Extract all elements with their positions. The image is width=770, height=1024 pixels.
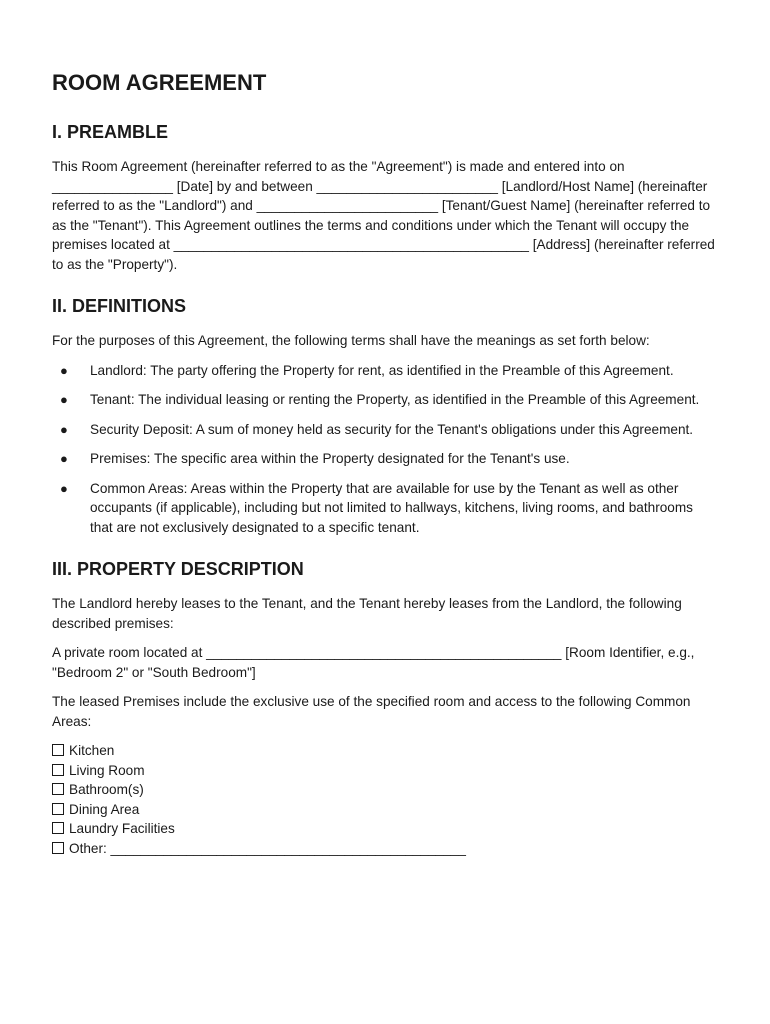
preamble-text: This Room Agreement (hereinafter referred to as the "Agreement") is made and entered into on ________________ [Date] by and between ________________________ [Landlord/Host Name] (hereinafter referred to as the "Landlord") and ________________________ [Tenant/Guest Name] (hereinafter referred to as the "Tenant"). This Agreement outlines the terms and conditions under which the Tenant will occupy the premises located at _______________________________________________ [Address] (hereinafter referred to as the "Property"). bbox=[52, 159, 715, 272]
list-item bbox=[52, 479, 718, 538]
checklist-label: Laundry Facilities bbox=[69, 821, 175, 836]
definition-text: Landlord: The party offering the Property for rent, as identified in the Preamble of this Agreement. bbox=[90, 362, 674, 378]
definitions-section bbox=[52, 296, 718, 537]
checklist-label: Other: _______________________________________________ bbox=[69, 840, 466, 856]
property-paragraph-2: A private room located at _______________________________________________ [Room Identifier, e.g., "Bedroom 2" or "South Bedroom"] bbox=[52, 645, 695, 680]
bullet-icon: ● bbox=[60, 392, 68, 407]
definition-text: Common Areas: Areas within the Property that are available for use by the Tenant as well as other occupants (if applicable), including but not limited to hallways, kitchens, living rooms, and bathrooms that are not exclusively designated to a specific tenant. bbox=[90, 480, 693, 535]
property-heading: III. PROPERTY DESCRIPTION bbox=[52, 559, 304, 579]
checkbox-icon[interactable] bbox=[52, 842, 64, 854]
property-section bbox=[52, 559, 718, 858]
checklist-item-dining-area[interactable] bbox=[52, 800, 718, 820]
definition-text: Tenant: The individual leasing or renting the Property, as identified in the Preamble of this Agreement. bbox=[90, 392, 700, 407]
bullet-icon: ● bbox=[60, 421, 68, 437]
bullet-icon: ● bbox=[60, 480, 68, 496]
checklist-item-kitchen[interactable] bbox=[52, 741, 718, 761]
bullet-icon: ● bbox=[60, 362, 68, 378]
definitions-intro: For the purposes of this Agreement, the following terms shall have the meanings as set forth below: bbox=[52, 333, 650, 348]
preamble-heading: I. PREAMBLE bbox=[52, 122, 169, 142]
checkbox-icon[interactable] bbox=[52, 783, 64, 795]
checkbox-icon[interactable] bbox=[52, 764, 64, 776]
common-areas-checklist bbox=[52, 741, 718, 858]
property-paragraph-3: The leased Premises include the exclusive use of the specified room and access to the following Common Areas: bbox=[52, 694, 691, 729]
property-paragraph-1: The Landlord hereby leases to the Tenant, and the Tenant hereby leases from the Landlord, the following described premises: bbox=[52, 596, 682, 631]
list-item bbox=[52, 449, 718, 469]
list-item bbox=[52, 420, 718, 440]
checkbox-icon[interactable] bbox=[52, 744, 64, 756]
checkbox-icon[interactable] bbox=[52, 803, 64, 815]
definition-text: Security Deposit: A sum of money held as security for the Tenant's obligations under this Agreement. bbox=[90, 421, 694, 437]
preamble-section bbox=[52, 122, 718, 274]
checklist-item-laundry[interactable] bbox=[52, 819, 718, 839]
checklist-label: Bathroom(s) bbox=[69, 782, 144, 797]
definitions-list bbox=[52, 361, 718, 538]
list-item bbox=[52, 390, 718, 410]
checklist-item-bathrooms[interactable] bbox=[52, 780, 718, 800]
list-item bbox=[52, 361, 718, 381]
definitions-heading: II. DEFINITIONS bbox=[52, 296, 187, 316]
checklist-label: Living Room bbox=[69, 762, 145, 778]
definition-text: Premises: The specific area within the Property designated for the Tenant's use. bbox=[90, 451, 570, 466]
checklist-item-living-room[interactable] bbox=[52, 761, 718, 781]
checklist-item-other[interactable] bbox=[52, 839, 718, 859]
checkbox-icon[interactable] bbox=[52, 822, 64, 834]
checklist-label: Kitchen bbox=[69, 743, 115, 758]
document-title: ROOM AGREEMENT bbox=[52, 70, 267, 95]
checklist-label: Dining Area bbox=[69, 801, 140, 817]
bullet-icon: ● bbox=[60, 451, 68, 466]
